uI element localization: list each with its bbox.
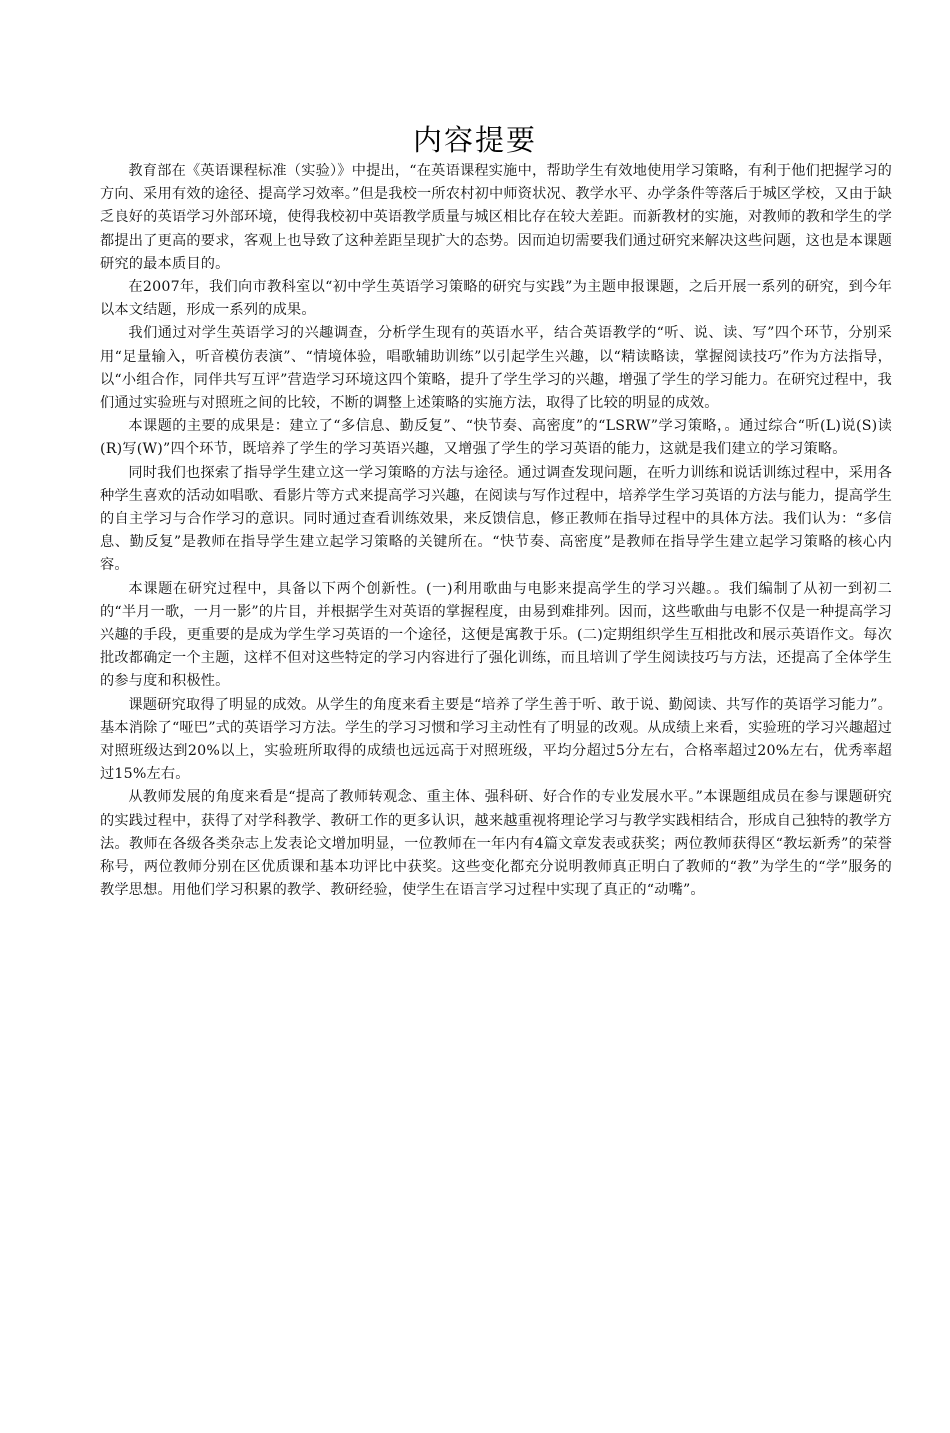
paragraph-project-start: 在2007年，我们向市教科室以“初中学生英语学习策略的研究与实践”为主题申报课题，之后开展一系列的研究，到今年以本文结题，形成一系列的成果。 <box>100 279 892 319</box>
summary-body <box>100 160 892 903</box>
paragraph-main-results: 本课题的主要的成果是：建立了“多信息、勤反复”、“快节奏、高密度”的“LSRW”学习策略，。通过综合“听(L)说(S)读(R)写(W)”四个环节，既培养了学生的学习英语兴趣，又增强了学生的学习英语的能力，这就是我们建立的学习策略。 <box>100 418 892 458</box>
paragraph-four-strategies: 我们通过对学生英语学习的兴趣调查，分析学生现有的英语水平，结合英语教学的“听、说、读、写”四个环节，分别采用“足量输入，听音模仿表演”、“情境体验，唱歌辅助训练”以引起学生兴趣，以“精读略读，掌握阅读技巧”作为方法指导，以“小组合作，同伴共写互评”营造学习环境这四个策略，提升了学生学习的兴趣，增强了学生的学习能力。在研究过程中，我们通过实验班与对照班之间的比较，不断的调整上述策略的实施方法，取得了比较的明显的成效。 <box>100 325 892 412</box>
paragraph-methods: 同时我们也探索了指导学生建立这一学习策略的方法与途径。通过调查发现问题，在听力训练和说话训练过程中，采用各种学生喜欢的活动如唱歌、看影片等方式来提高学习兴趣，在阅读与写作过程中，培养学生学习英语的方法与能力，提高学生的自主学习与合作学习的意识。同时通过查看训练效果，来反馈信息，修正教师在指导过程中的具体方法。我们认为：“多信息、勤反复”是教师在指导学生建立起学习策略的关键所在。“快节奏、高密度”是教师在指导学生建立起学习策略的核心内容。 <box>100 464 892 574</box>
paragraph-student-outcomes: 课题研究取得了明显的成效。从学生的角度来看主要是“培养了学生善于听、敢于说、勤阅读、共写作的英语学习能力”。基本消除了“哑巴”式的英语学习方法。学生的学习习惯和学习主动性有了明显的改观。从成绩上来看，实验班的学习兴趣超过对照班级达到20%以上，实验班所取得的成绩也远远高于对照班级，平均分超过5分左右，合格率超过20%左右，优秀率超过15%左右。 <box>100 696 892 783</box>
page-title: 内容提要 <box>412 123 537 157</box>
paragraph-innovations: 本课题在研究过程中，具备以下两个创新性。(一)利用歌曲与电影来提高学生的学习兴趣。。我们编制了从初一到初二的“半月一歌，一月一影”的片目，并根据学生对英语的掌握程度，由易到难排列。因而，这些歌曲与电影不仅是一种提高学习兴趣的手段，更重要的是成为学生学习英语的一个途径，这便是寓教于乐。(二)定期组织学生互相批改和展示英语作文。每次批改都确定一个主题，这样不但对这些特定的学习内容进行了强化训练，而且培训了学生阅读技巧与方法，还提高了全体学生的参与度和积极性。 <box>100 580 892 690</box>
paragraph-teacher-outcomes: 从教师发展的角度来看是“提高了教师转观念、重主体、强科研、好合作的专业发展水平。”本课题组成员在参与课题研究的实践过程中，获得了对学科教学、教研工作的更多认识，越来越重视将理论学习与教学实践相结合，形成自己独特的教学方法。教师在各级各类杂志上发表论文增加明显，一位教师在一年内有4篇文章发表或获奖；两位教师获得区“教坛新秀”的荣誉称号，两位教师分别在区优质课和基本功评比中获奖。这些变化都充分说明教师真正明白了教师的“教”为学生的“学”服务的教学思想。用他们学习积累的教学、教研经验，使学生在语言学习过程中实现了真正的“动嘴”。 <box>100 789 892 899</box>
paragraph-background: 教育部在《英语课程标准（实验）》中提出，“在英语课程实施中，帮助学生有效地使用学习策略，有利于他们把握学习的方向、采用有效的途径、提高学习效率。”但是我校一所农村初中师资状况、教学水平、办学条件等落后于城区学校，又由于缺乏良好的英语学习外部环境，使得我校初中英语教学质量与城区相比存在较大差距。而新教材的实施，对教师的教和学生的学都提出了更高的要求，客观上也导致了这种差距呈现扩大的态势。因而迫切需要我们通过研究来解决这些问题，这也是本课题研究的最本质目的。 <box>100 163 892 272</box>
